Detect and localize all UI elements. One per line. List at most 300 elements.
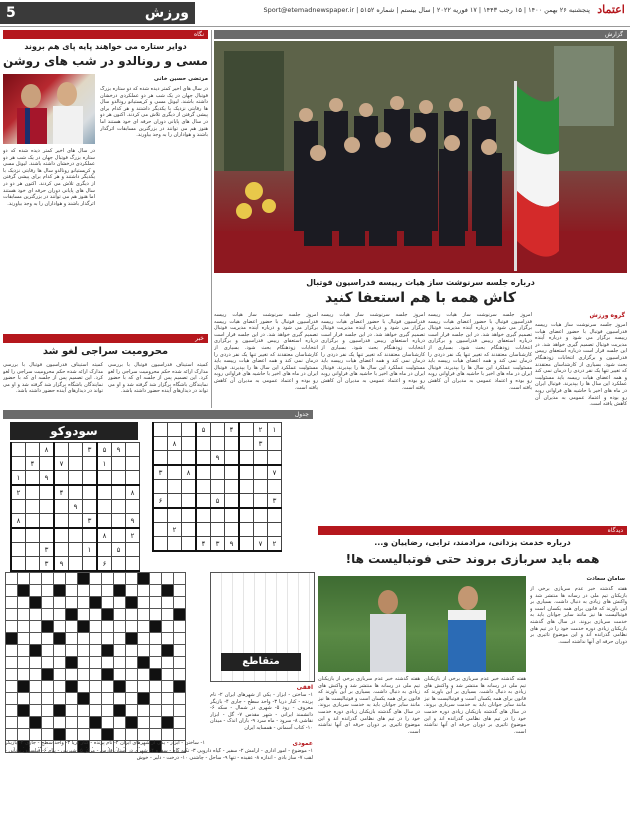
sudoku-cell (168, 423, 182, 437)
sudoku-cell (268, 437, 282, 451)
crossword-cell (6, 621, 18, 633)
crossword-cell (78, 705, 90, 717)
crossword-cell (54, 681, 66, 693)
crossword-cell (6, 573, 18, 585)
story2-body-col2: هفته گذشته خبر عدم سربازی برخی از بازیکنان تیم ملی در رسانه ها منتشر شد و واکنش های زیادی به دنبال داشت. بسیاری بر این باورند که قانون برای همه یکسان است و فوتبالیست ها نیز مانند سایر جوانان باید به خدمت سربازی بروند. در سال های گذشته بازیکنان زیادی دوره خدمت خود را در تیم های نظامی گذرانده اند و این موضوع تاثیری بر دوران حرفه ای آنها نداشته است. (424, 676, 526, 735)
sudoku-cell: ۹ (40, 471, 55, 486)
sudoku-cell: ۷ (268, 465, 282, 480)
crossword-cell (162, 657, 174, 669)
sudoku-cell (254, 523, 268, 537)
crossword-cell (174, 633, 186, 645)
crossword-black-cell (174, 681, 186, 693)
sudoku-cell: ۷ (54, 457, 69, 471)
crossword-black-cell (78, 621, 90, 633)
sudoku-cell (182, 537, 197, 552)
crossword-cell (18, 645, 30, 657)
sudoku-cell: ۸ (11, 514, 26, 529)
crossword-cell (150, 705, 162, 717)
crossword-cell (30, 693, 42, 705)
sudoku-cell: ۲ (11, 485, 26, 500)
crossword-cell (90, 609, 102, 621)
crossword-cell (18, 633, 30, 645)
crossword-cell (6, 609, 18, 621)
crossword-cell (42, 729, 54, 741)
crossword-cell (6, 645, 18, 657)
crossword-cell (114, 669, 126, 681)
sudoku-cell: ۹ (112, 443, 126, 457)
crossword-cell (102, 657, 114, 669)
sudoku-cell (254, 480, 268, 494)
story2-section-bar: دیدگاه (318, 526, 627, 535)
crossword-cell (150, 597, 162, 609)
crossword-cell (66, 573, 78, 585)
sudoku-cell: ۷ (254, 537, 268, 552)
sudoku-cell (83, 557, 98, 572)
crossword-cell (66, 693, 78, 705)
crossword-cell (18, 717, 30, 729)
sudoku-cell (211, 480, 225, 494)
crossword-black-cell (126, 597, 138, 609)
sudoku-cell: ۳ (83, 514, 98, 529)
crossword-cell (42, 681, 54, 693)
crossword-black-cell (138, 693, 150, 705)
crossword-cell (6, 669, 18, 681)
sudoku-cell (126, 457, 140, 471)
sudoku-cell (69, 471, 83, 486)
crossword-cell (78, 729, 90, 741)
crossword-cell (42, 633, 54, 645)
crossword-cell (42, 597, 54, 609)
crossword-black-cell (66, 681, 78, 693)
crossword-cell (114, 609, 126, 621)
sudoku-cell (54, 543, 69, 557)
sudoku-cell (54, 443, 69, 457)
crossword-cell (102, 573, 114, 585)
messi-ronaldo-photo (3, 74, 95, 144)
sudoku-cell (112, 457, 126, 471)
sudoku-cell (83, 500, 98, 514)
sudoku-cell (54, 471, 69, 486)
sudoku-cell (196, 451, 211, 466)
sudoku-cell (168, 537, 182, 552)
crossword-cell (174, 693, 186, 705)
sudoku-cell (126, 471, 140, 486)
crossword-black-cell (150, 621, 162, 633)
sudoku-cell: ۲ (126, 528, 140, 543)
sudoku-cell (11, 543, 26, 557)
crossword-cell (42, 657, 54, 669)
crossword-black-cell (54, 585, 66, 597)
sudoku-cell (182, 523, 197, 537)
sudoku-cell (168, 508, 182, 523)
crossword-black-cell (54, 633, 66, 645)
section-name: ورزش (144, 5, 189, 21)
crossword-cell (54, 669, 66, 681)
sudoku-cell (26, 500, 40, 514)
sudoku-cell (26, 543, 40, 557)
crossword-cell (102, 717, 114, 729)
sudoku-cell: ۸ (126, 485, 140, 500)
crossword-black-cell (42, 669, 54, 681)
nama-section-bar: نگاه (3, 30, 208, 39)
crossword-cell (30, 657, 42, 669)
sudoku-cell (196, 437, 211, 451)
report-body-col4: امروز جلسه سرنوشت ساز هیات رییسه فدراسیون فوتبال با حضور اعضای هیات رییسه برگزار می شود و درباره آینده مدیریت فوتبال تصمیم گیری خواهد شد. در این جلسه قرار است درباره استعفای رییس فدراسیون و برگزاری انتخابات زودهنگام بحث شود. بسیاری از کارشناسان معتقدند که تغییر تنها یک نفر دردی را درمان نمی کند و همه اعضای هیات رییسه باید مسئولیت عملکرد این سال ها را بپذیرند. فوتبال ایران در ماه های اخیر با حاشیه های فراوانی روبه رو بوده و اعتماد عمومی به مدیران آن کاهش یافته است. (214, 312, 318, 391)
crossword-cell (30, 609, 42, 621)
crossword-cell (18, 669, 30, 681)
crossword-cell (162, 573, 174, 585)
sudoku-cell (97, 500, 112, 514)
crossword-cell (162, 669, 174, 681)
sudoku-cell: ۳ (40, 557, 55, 572)
crossword-cell (66, 717, 78, 729)
sudoku-cell (153, 523, 168, 537)
crossword-cell (174, 657, 186, 669)
crossword-cell (90, 705, 102, 717)
sudoku-cell (153, 423, 168, 437)
crossword-cell (114, 645, 126, 657)
crossword-cell (102, 705, 114, 717)
sudoku-cell: ۴ (225, 423, 240, 437)
crossword-cell (102, 633, 114, 645)
sudoku-cell (182, 437, 197, 451)
sudoku-cell (168, 451, 182, 466)
sudoku-cell (26, 557, 40, 572)
crossword-black-cell (66, 657, 78, 669)
sudoku-cell (225, 437, 240, 451)
sudoku-cell: ۱ (97, 457, 112, 471)
sudoku-cell (40, 457, 55, 471)
crossword-cell (114, 717, 126, 729)
crossword-cell (6, 717, 18, 729)
sudoku-cell (239, 451, 254, 466)
sudoku-cell (196, 523, 211, 537)
sudoku-cell (126, 543, 140, 557)
crossword-cell (150, 693, 162, 705)
crossword-black-cell (30, 717, 42, 729)
across-clues: ۱- ساختن - ابزار - یکی از شهرهای ایران ۲- نام پرنده - کنار دریا ۳- واحد سطح - جاری ۴- بازیگر معروف - رود ۵- شهری در شمال - سکه ۶- دانشمند ایرانی - شهر مقدس ۷- گل - ابزار نقاشی ۸- سرود - ماه سرد ۹- باران اندک - میدان ۱۰- کتاب آسمانی - همسایه ایران (210, 692, 313, 731)
sudoku-cell (112, 471, 126, 486)
sudoku-cell (254, 465, 268, 480)
sudoku-cell (126, 500, 140, 514)
crossword-black-cell (90, 597, 102, 609)
nama-title: مسی و رونالدو در شب های روشن (3, 54, 208, 68)
crossword-cell (114, 573, 126, 585)
sudoku-cell (112, 514, 126, 529)
crossword-cell (174, 645, 186, 657)
crossword-cell (150, 729, 162, 741)
crossword-black-cell (126, 717, 138, 729)
sudoku-cell (54, 514, 69, 529)
crossword-black-cell (150, 669, 162, 681)
crossword-cell (138, 681, 150, 693)
sudoku-cell: ۹ (225, 537, 240, 552)
federation-board-photo (214, 41, 627, 273)
crossword-cell (150, 573, 162, 585)
crossword-cell (114, 729, 126, 741)
crossword-black-cell (90, 717, 102, 729)
sudoku-cell (239, 480, 254, 494)
crossword-cell (6, 729, 18, 741)
sudoku-cell (83, 457, 98, 471)
issue-info: پنجشنبه ۲۶ بهمن ۱۴۰۰ | ۱۵ رجب ۱۴۴۳ | ۱۷ فوریه ۲۰۲۲ | سال بیستم | شماره ۵۱۵۲ | Sport@etemadnewspaper.ir (263, 6, 590, 14)
report-body-col2: امروز جلسه سرنوشت ساز هیات رییسه فدراسیون فوتبال با حضور اعضای هیات رییسه برگزار می شود و درباره آینده مدیریت فوتبال تصمیم گیری خواهد شد. در این جلسه قرار است درباره استعفای رییس فدراسیون و برگزاری انتخابات زودهنگام بحث شود. بسیاری از کارشناسان معتقدند که تغییر تنها یک نفر دردی را درمان نمی کند و همه اعضای هیات رییسه باید مسئولیت عملکرد این سال ها را بپذیرند. فوتبال ایران در ماه های اخیر با حاشیه های فراوانی روبه رو بوده و اعتماد عمومی به مدیران آن کاهش یافته است. (428, 312, 532, 391)
crossword-black-cell (78, 693, 90, 705)
sudoku-cell: ۸ (97, 528, 112, 543)
nama-author: مرتضی حسین خانی (153, 76, 208, 82)
sudoku-cell (83, 528, 98, 543)
crossword-cell (42, 585, 54, 597)
crossword-cell (114, 693, 126, 705)
report-body-col1: امروز جلسه سرنوشت ساز هیات رییسه فدراسیون فوتبال با حضور اعضای هیات رییسه برگزار می شود و درباره آینده مدیریت فوتبال تصمیم گیری خواهد شد. در این جلسه قرار است درباره استعفای رییس فدراسیون و برگزاری انتخابات زودهنگام بحث شود. بسیاری از کارشناسان معتقدند که تغییر تنها یک نفر دردی را درمان نمی کند و همه اعضای هیات رییسه باید مسئولیت عملکرد این سال ها را بپذیرند. فوتبال ایران در ماه های اخیر با حاشیه های فراوانی روبه رو بوده و اعتماد عمومی به مدیران آن کاهش یافته است. (535, 322, 627, 408)
down-clues: ۱- موضوع - امور اداری - آرامش ۲- سفیر - گیاه دارویی ۳- تکیه گاه - سفره ۴- شهری در استان فارس - مرکز ۵- شیرینی - پیام ۶- فیلسوف یونانی - لقب ۷- ساز بادی - اندازه ۸- عقیده - تنها ۹- ساحل - چاشنی ۱۰- درخت - دلیر - خوش (5, 748, 313, 761)
crossword-cell (66, 633, 78, 645)
report-body-col3: امروز جلسه سرنوشت ساز هیات رییسه فدراسیون فوتبال با حضور اعضای هیات رییسه برگزار می شود و درباره آینده مدیریت فوتبال تصمیم گیری خواهد شد. در این جلسه قرار است درباره استعفای رییس فدراسیون و برگزاری انتخابات زودهنگام بحث شود. بسیاری از کارشناسان معتقدند که تغییر تنها یک نفر دردی را درمان نمی کند و همه اعضای هیات رییسه باید مسئولیت عملکرد این سال ها را بپذیرند. فوتبال ایران در ماه های اخیر با حاشیه های فراوانی روبه رو بوده و اعتماد عمومی به مدیران آن کاهش یافته است. (321, 312, 425, 391)
page-number: 5 (6, 5, 16, 21)
sudoku-cell: ۵ (112, 543, 126, 557)
sudoku-cell (153, 437, 168, 451)
sudoku-cell (26, 471, 40, 486)
crossword-cell (162, 633, 174, 645)
report-group-label: گروه ورزش (589, 312, 625, 319)
sudoku-cell: ۴ (196, 537, 211, 552)
crossword-cell (78, 597, 90, 609)
sudoku-cell (211, 423, 225, 437)
sudoku-cell: ۴ (54, 485, 69, 500)
crossword-black-cell (138, 657, 150, 669)
crossword-cell (138, 597, 150, 609)
crossword-cell (138, 633, 150, 645)
crossword-cell (66, 669, 78, 681)
sudoku-cell: ۸ (168, 437, 182, 451)
sudoku-cell: ۹ (211, 451, 225, 466)
story2-title: همه باید سربازی بروند حتی فوتبالیست ها! (345, 552, 600, 566)
crossword-cell (90, 621, 102, 633)
sudoku-cell (112, 500, 126, 514)
sudoku-cell: ۴ (26, 457, 40, 471)
sudoku-cell (112, 528, 126, 543)
sudoku-cell (182, 480, 197, 494)
sudoku-cell (11, 500, 26, 514)
crossword-cell (126, 645, 138, 657)
crossword-cell (78, 657, 90, 669)
crossword-black-cell (102, 729, 114, 741)
crossword-cell (66, 597, 78, 609)
sudoku-cell: ۳ (254, 437, 268, 451)
crossword-mini-grid (210, 572, 315, 682)
sudoku-cell (11, 528, 26, 543)
sudoku-cell (26, 514, 40, 529)
crossword-cell (30, 681, 42, 693)
sudoku-cell (112, 557, 126, 572)
crossword-cell (6, 597, 18, 609)
section-header (0, 2, 195, 24)
crossword-cell (150, 681, 162, 693)
crossword-cell (78, 669, 90, 681)
crossword-cell (138, 585, 150, 597)
sudoku-cell (153, 480, 168, 494)
crossword-cell (150, 657, 162, 669)
crossword-cell (162, 729, 174, 741)
crossword-cell (78, 717, 90, 729)
crossword-cell (54, 597, 66, 609)
crossword-cell (54, 717, 66, 729)
obit-body-col1: کمیته استیناف فدراسیون فوتبال با بررسی مدارک ارائه شده حکم محرومیت سراجی را لغو کرد. این تصمیم پس از جلسه ای که با حضور نمایندگان باشگاه برگزار شد گرفته شد و او می تواند در دیدارهای آینده حضور داشته باشد. (3, 362, 103, 395)
report-kicker: درباره جلسه سرنوشت ساز هیات رییسه فدراسیون فوتبال (306, 278, 535, 287)
crossword-cell (18, 609, 30, 621)
crossword-cell (30, 573, 42, 585)
crossword-cell (138, 705, 150, 717)
crossword-black-cell (114, 681, 126, 693)
sudoku-cell (225, 465, 240, 480)
crossword-cell (114, 597, 126, 609)
crossword-cell (102, 693, 114, 705)
sudoku-cell (112, 485, 126, 500)
crossword-cell (150, 633, 162, 645)
sudoku-cell (225, 523, 240, 537)
sudoku-cell (26, 528, 40, 543)
crossword-cell (138, 645, 150, 657)
sudoku-cell (196, 480, 211, 494)
crossword-cell (18, 621, 30, 633)
crossword-cell (138, 621, 150, 633)
sudoku-cell (97, 485, 112, 500)
sudoku-cell (54, 500, 69, 514)
crossword-cell (18, 729, 30, 741)
crossword-cell (126, 705, 138, 717)
crossword-cell (42, 645, 54, 657)
sudoku-cell (97, 471, 112, 486)
crossword-cell (66, 705, 78, 717)
obit-body-col2: کمیته استیناف فدراسیون فوتبال با بررسی مدارک ارائه شده حکم محرومیت سراجی را لغو کرد. این تصمیم پس از جلسه ای که با حضور نمایندگان باشگاه برگزار شد گرفته شد و او می تواند در دیدارهای آینده حضور داشته باشد. (108, 362, 208, 395)
story2-body-col1: هفته گذشته خبر عدم سربازی برخی از بازیکنان تیم ملی در رسانه ها منتشر شد و واکنش های زیادی به دنبال داشت. بسیاری بر این باورند که قانون برای همه یکسان است و فوتبالیست ها نیز مانند سایر جوانان باید به خدمت سربازی بروند. در سال های گذشته بازیکنان زیادی دوره خدمت خود را در تیم های نظامی گذرانده اند و این موضوع تاثیری بر دوران حرفه ای آنها نداشته است. (530, 586, 627, 645)
crossword-cell (78, 585, 90, 597)
sudoku-cell (225, 494, 240, 509)
crossword-cell (78, 633, 90, 645)
crossword-cell (114, 657, 126, 669)
crossword-black-cell (114, 585, 126, 597)
sudoku-cell (69, 528, 83, 543)
crossword-cell (174, 585, 186, 597)
sudoku-cell (153, 451, 168, 466)
sudoku-cell (126, 443, 140, 457)
crossword-cell (54, 645, 66, 657)
nama-body-col1: در سال های اخیر کمتر دیده شده که دو ستاره بزرگ فوتبال جهان در یک شب هر دو عملکردی درخشان داشته باشند. لیونل مسی و کریستیانو رونالدو سال ها رقابتی نزدیک با یکدیگر داشتند و هر کدام برای پیشی گرفتن از دیگری تلاش می کردند. اکنون هر دو در سال های پایانی دوران حرفه ای خود هستند اما هنوز هم می توانند در بزرگترین مسابقات اثرگذار باشند و هواداران را به وجد بیاورند. (100, 86, 208, 139)
sudoku-cell (225, 451, 240, 466)
crossword-cell (174, 573, 186, 585)
crossword-cell (162, 609, 174, 621)
crossword-cell (126, 693, 138, 705)
crossword-cell (162, 597, 174, 609)
crossword-cell (42, 573, 54, 585)
crossword-cell (90, 573, 102, 585)
sudoku-cell (254, 508, 268, 523)
sudoku-cell (211, 437, 225, 451)
sudoku-cell (26, 443, 40, 457)
story2-author: سامان سعادت (586, 576, 625, 582)
crossword-cell (54, 621, 66, 633)
crossword-cell (126, 621, 138, 633)
sudoku-cell: ۹ (69, 500, 83, 514)
sudoku-cell (153, 537, 168, 552)
sudoku-cell (239, 523, 254, 537)
sudoku-cell (40, 500, 55, 514)
crossword-cell (90, 633, 102, 645)
crossword-cell (30, 729, 42, 741)
crossword-cell (114, 621, 126, 633)
sudoku-cell: ۳ (40, 543, 55, 557)
crossword-cell (126, 573, 138, 585)
crossword-black-cell (54, 705, 66, 717)
sudoku-cell: ۳ (211, 537, 225, 552)
crossword-black-cell (102, 669, 114, 681)
crossword-cell (126, 657, 138, 669)
sudoku-cell (168, 465, 182, 480)
crossword-black-cell (162, 645, 174, 657)
sudoku-cell (239, 423, 254, 437)
crossword-black-cell (66, 609, 78, 621)
crossword-cell (18, 597, 30, 609)
sudoku-cell (211, 465, 225, 480)
sudoku-cell: ۹ (126, 514, 140, 529)
across-clues-cont: ۱- ساختن - ابزار - یکی از شهرهای ایران ۲- نام پرنده - کنار دریا ۳- واحد سطح - جاری ۴- بازیگر (5, 740, 205, 746)
sudoku-cell: ۳ (83, 443, 98, 457)
crossword-cell (174, 717, 186, 729)
sudoku-cell (225, 508, 240, 523)
sudoku-cell (69, 543, 83, 557)
crossword-cell (138, 609, 150, 621)
crossword-cell (174, 621, 186, 633)
crossword-cell (54, 693, 66, 705)
sudoku-cell (168, 494, 182, 509)
crossword-black-cell (114, 705, 126, 717)
sudoku-cell: ۵ (97, 443, 112, 457)
crossword-cell (78, 681, 90, 693)
sudoku-title: سودوکو (10, 422, 138, 440)
sudoku-cell (69, 514, 83, 529)
sudoku-cell: ۲ (254, 423, 268, 437)
sudoku-cell (26, 485, 40, 500)
crossword-cell (6, 681, 18, 693)
sudoku-cell (83, 471, 98, 486)
crossword-grid (5, 572, 186, 753)
crossword-cell (30, 633, 42, 645)
crossword-cell (66, 585, 78, 597)
sudoku-cell (69, 557, 83, 572)
crossword-black-cell (174, 609, 186, 621)
crossword-cell (174, 669, 186, 681)
crossword-cell (66, 645, 78, 657)
sudoku-cell (69, 443, 83, 457)
crossword-cell (54, 657, 66, 669)
crossword-cell (6, 657, 18, 669)
crossword-black-cell (138, 573, 150, 585)
crossword-cell (66, 621, 78, 633)
story2-kicker: درباره خدمت یزدانی، مرادمند، ترابی، رضاییان و... (374, 538, 571, 547)
crossword-cell (102, 681, 114, 693)
sudoku-cell (153, 508, 168, 523)
crossword-cell (66, 729, 78, 741)
crossword-cell (138, 669, 150, 681)
crossword-cell (78, 645, 90, 657)
crossword-cell (42, 717, 54, 729)
crossword-cell (18, 573, 30, 585)
crossword-cell (162, 681, 174, 693)
column-rule (211, 30, 212, 408)
crossword-black-cell (126, 633, 138, 645)
sudoku-cell (126, 557, 140, 572)
sudoku-cell: ۶ (153, 494, 168, 509)
